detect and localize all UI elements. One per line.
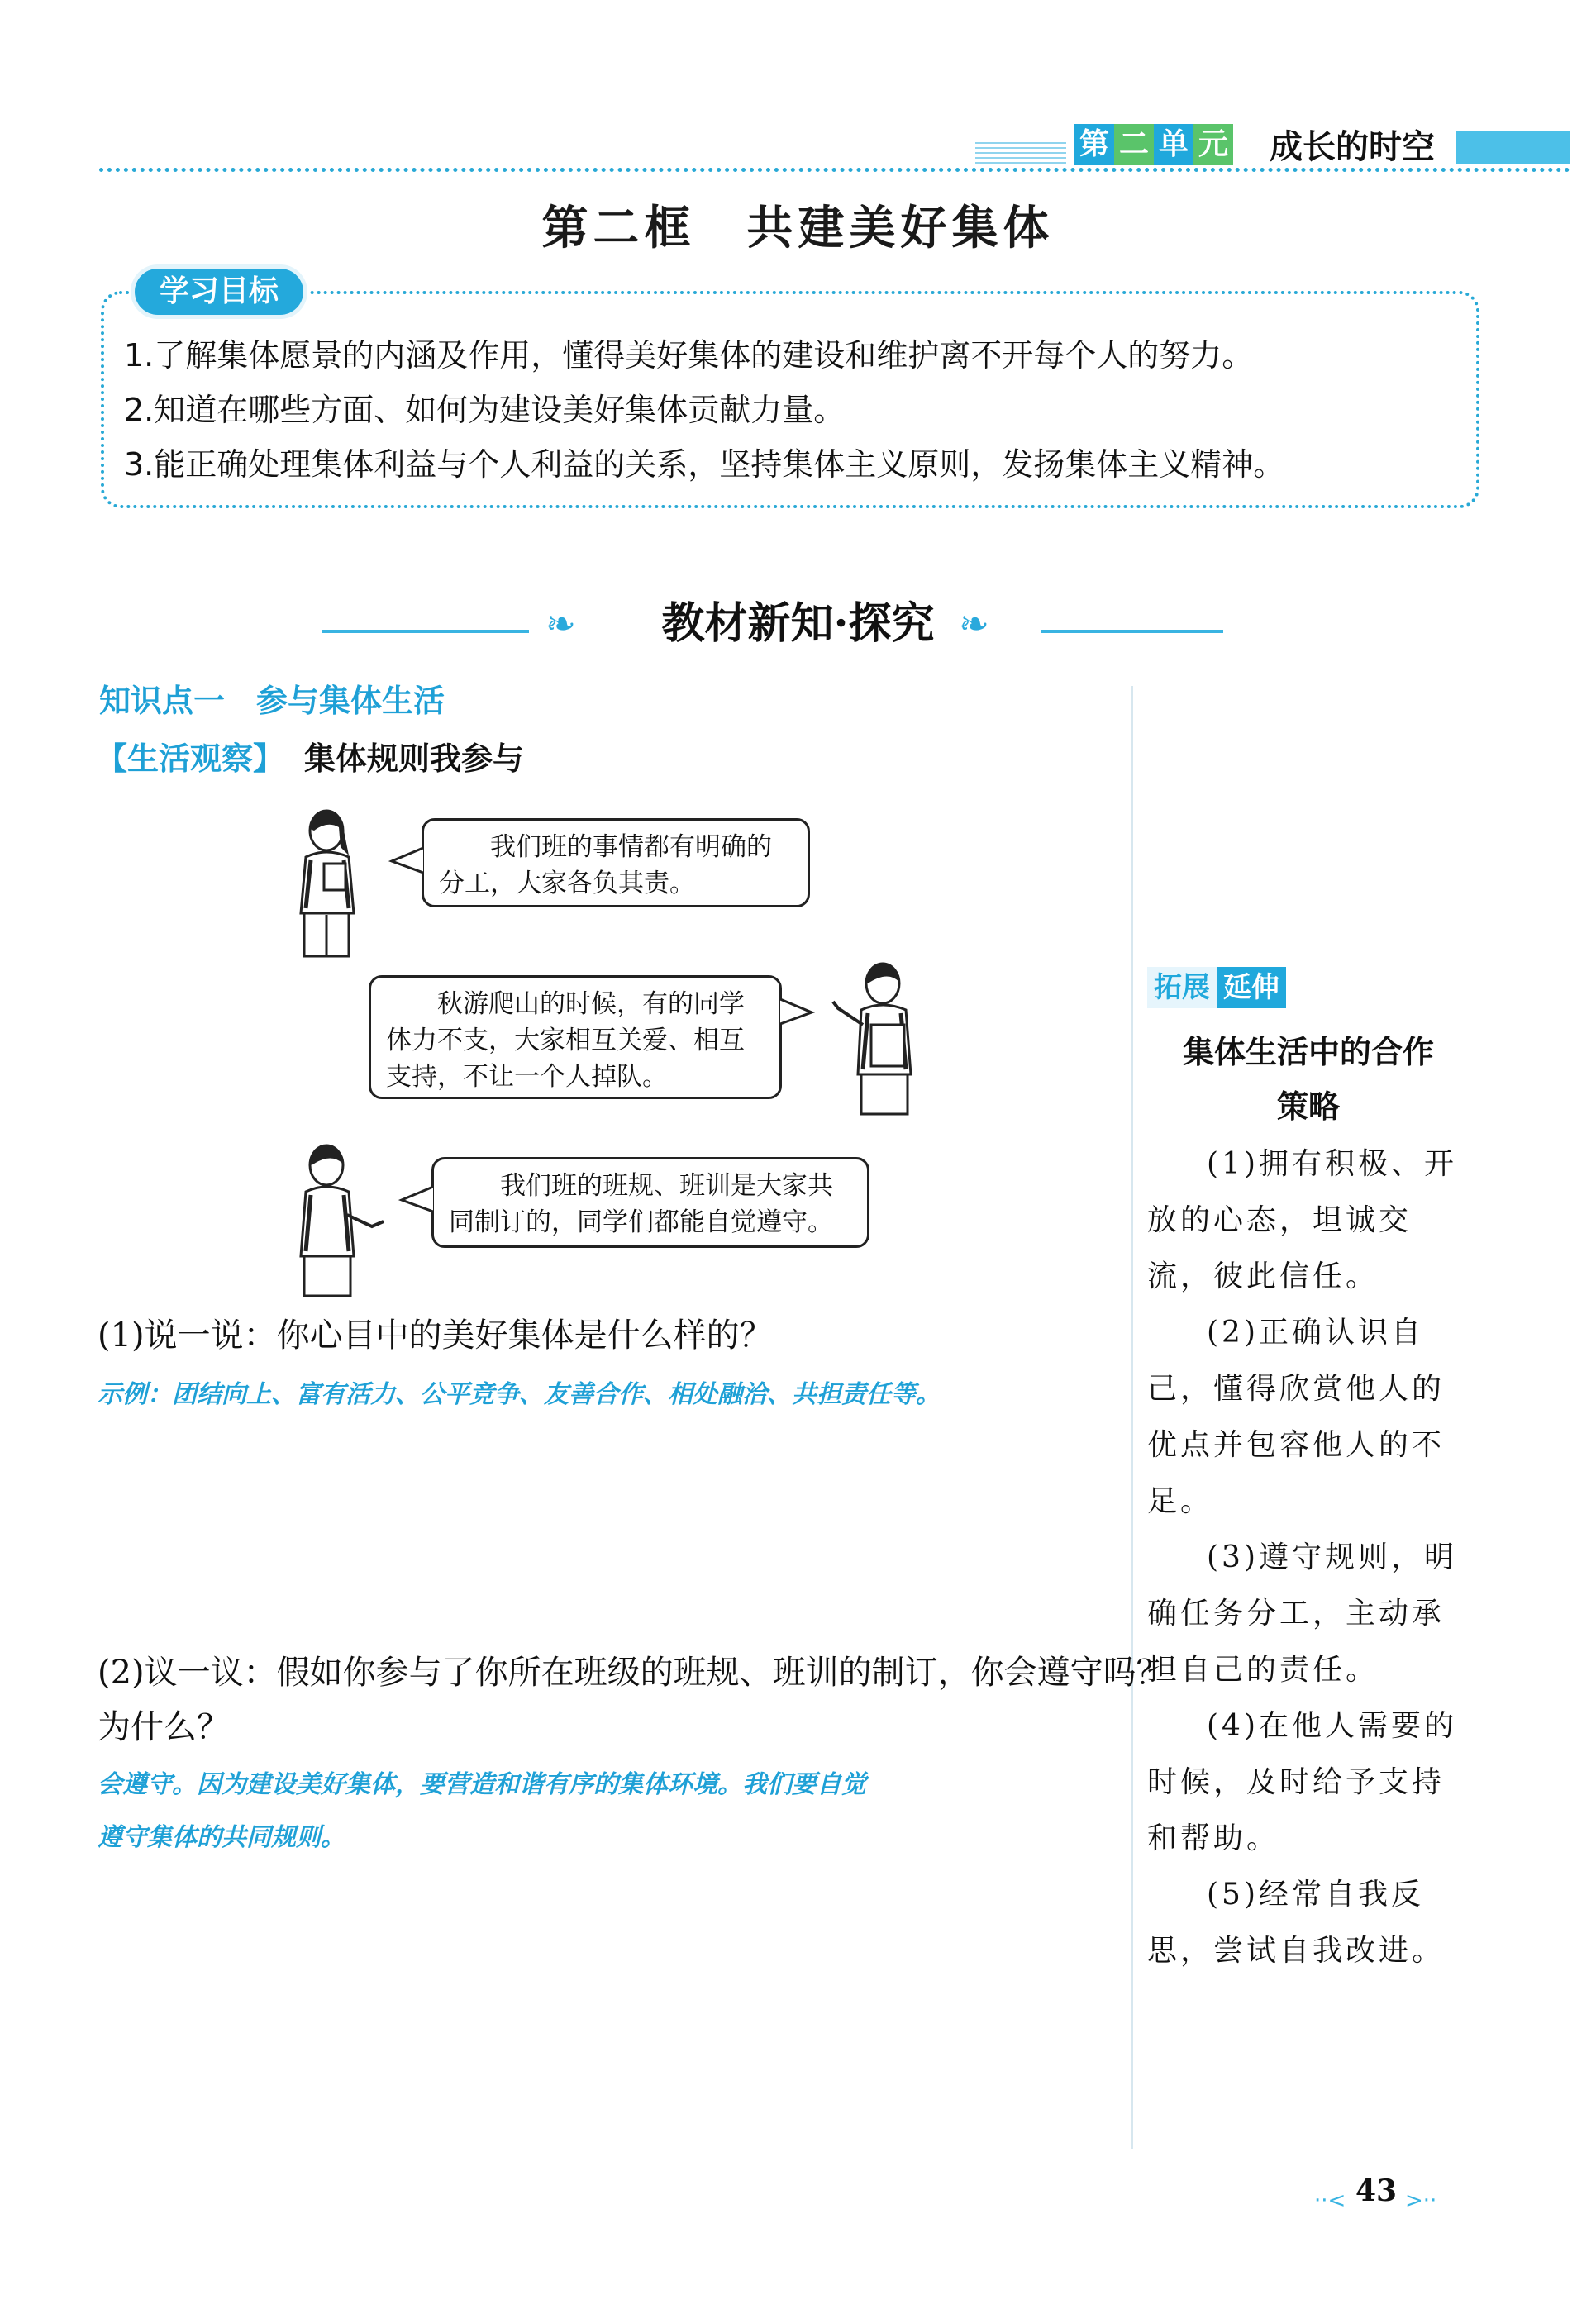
bubble-line: 体力不支，大家相互关爱、相互 <box>386 1026 745 1055</box>
bubble-line: 秋游爬山的时候，有的同学 <box>437 989 745 1019</box>
sidebar-item: (5)经常自我反思，尝试自我改进。 <box>1147 1878 1446 1968</box>
header-band <box>1456 131 1570 164</box>
extension-tag-a: 拓展 <box>1147 967 1217 1008</box>
speech-bubble <box>431 1157 869 1248</box>
answer-2: 会遵守。因为建设美好集体，要营造和谐有序的集体环境。我们要自觉 <box>98 1770 866 1799</box>
unit-char: 单 <box>1154 124 1193 165</box>
extension-tag-b: 延伸 <box>1217 967 1286 1008</box>
answer-2-cont: 遵守集体的共同规则。 <box>98 1823 345 1852</box>
header-decor-lines <box>975 142 1066 164</box>
objectives-label: 学习目标 <box>135 269 303 315</box>
bubble-line: 我们班的班规、班训是大家共 <box>500 1171 833 1201</box>
swirl-left-icon: ❧ <box>545 603 576 645</box>
question-2-cont: 为什么？ <box>98 1708 230 1746</box>
sidebar-title-line: 策略 <box>1276 1088 1340 1125</box>
question-2: (2)议一议：假如你参与了你所在班级的班规、班训的制订，你会遵守吗？ <box>98 1654 1170 1692</box>
bubble-line: 同制订的，同学们都能自觉遵守。 <box>449 1207 833 1237</box>
unit-char: 二 <box>1114 124 1154 165</box>
page-number: 43 <box>1355 2174 1398 2208</box>
question-1: (1)说一说：你心目中的美好集体是什么样的？ <box>98 1317 773 1355</box>
speech-bubble <box>422 818 810 907</box>
sidebar-item: (4)在他人需要的时候，及时给予支持和帮助。 <box>1147 1709 1457 1855</box>
page-title: 第二框 共建美好集体 <box>541 202 1055 255</box>
speech-bubble <box>369 975 782 1099</box>
section-title: 教材新知·探究 <box>661 598 935 649</box>
bubble-line: 支持，不让一个人掉队。 <box>386 1062 668 1092</box>
sidebar-title <box>1147 1025 1470 1134</box>
sidebar-item: (3)遵守规则，明确任务分工，主动承担自己的责任。 <box>1147 1540 1457 1687</box>
observation-tag: 【生活观察】 <box>96 740 285 777</box>
page-number-decor-left: ··< <box>1314 2188 1346 2213</box>
objective-item: 1.了解集体愿景的内涵及作用，懂得美好集体的建设和维护离不开每个人的努力。 <box>124 337 1254 374</box>
unit-title: 成长的时空 <box>1270 128 1435 166</box>
header-divider <box>99 168 1570 172</box>
sidebar-title-line: 集体生活中的合作 <box>1182 1034 1434 1070</box>
student-boy-gesturing-illustration <box>281 1140 388 1297</box>
answer-1: 示例：团结向上、富有活力、公平竞争、友善合作、相处融洽、共担责任等。 <box>98 1380 941 1409</box>
column-separator <box>1131 686 1133 2149</box>
objective-item: 3.能正确处理集体利益与个人利益的关系，坚持集体主义原则，发扬集体主义精神。 <box>124 446 1285 483</box>
sidebar-item: (1)拥有积极、开放的心态，坦诚交流，彼此信任。 <box>1147 1147 1457 1293</box>
unit-tag <box>1074 124 1233 165</box>
unit-char: 第 <box>1074 124 1114 165</box>
extension-tag <box>1147 967 1286 1008</box>
swirl-right-icon: ❧ <box>959 603 989 645</box>
bubble-tail <box>779 996 815 1029</box>
bubble-line: 我们班的事情都有明确的 <box>490 832 772 862</box>
sidebar-list <box>1147 1136 1470 1979</box>
sidebar-item: (2)正确认识自己，懂得欣赏他人的优点并包容他人的不足。 <box>1147 1316 1446 1518</box>
bubble-line: 分工，大家各负其责。 <box>439 869 695 898</box>
objective-item: 2.知道在哪些方面、如何为建设美好集体贡献力量。 <box>124 392 846 428</box>
student-girl-illustration <box>281 806 372 959</box>
bubble-tail <box>398 1183 435 1217</box>
knowledge-point-title: 知识点一 参与集体生活 <box>99 683 445 719</box>
unit-char: 元 <box>1193 124 1233 165</box>
bubble-tail <box>388 845 425 878</box>
page-number-decor-right: >·· <box>1405 2188 1437 2213</box>
observation-title: 集体规则我参与 <box>304 740 525 777</box>
student-boy-illustration <box>827 959 926 1116</box>
